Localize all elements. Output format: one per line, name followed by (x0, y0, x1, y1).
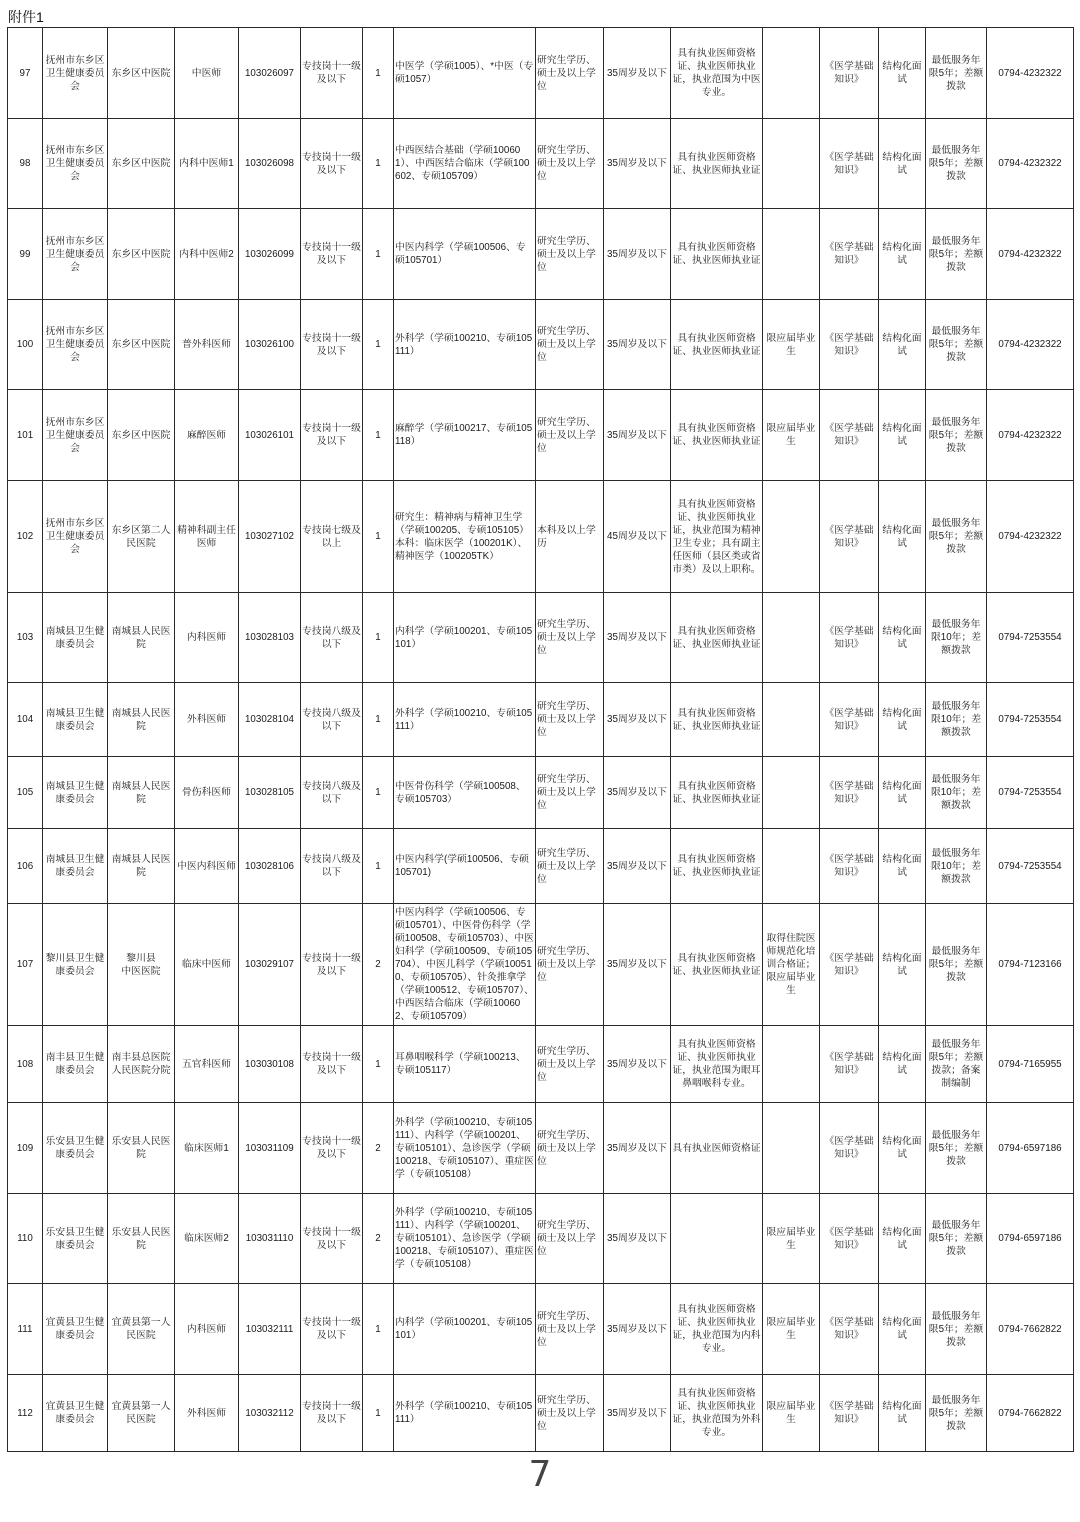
cell-exam-subject: 《医学基础知识》 (820, 1284, 879, 1375)
cell-education: 研究生学历、硕士及以上学位 (536, 1194, 604, 1284)
cell-employer: 南城县人民医院 (108, 757, 175, 829)
cell-headcount: 1 (363, 28, 394, 119)
cell-headcount: 1 (363, 481, 394, 593)
cell-position-code: 103032112 (239, 1375, 301, 1452)
cell-interview-method: 结构化面试 (879, 1194, 926, 1284)
cell-position: 精神科副主任医师 (175, 481, 239, 593)
cell-number: 101 (8, 390, 43, 481)
cell-other-requirements (763, 1103, 820, 1194)
cell-headcount: 1 (363, 683, 394, 757)
cell-other-requirements: 限应届毕业生 (763, 390, 820, 481)
cell-employer: 东乡区中医院 (108, 390, 175, 481)
cell-post-level: 专技岗十一级及以下 (301, 1375, 363, 1452)
cell-age: 35周岁及以下 (604, 829, 671, 904)
cell-employer: 南城县人民医院 (108, 593, 175, 683)
cell-headcount: 1 (363, 593, 394, 683)
cell-other-requirements (763, 28, 820, 119)
cell-other-requirements (763, 757, 820, 829)
cell-major: 中医内科学(学硕100506、专硕105701) (394, 829, 536, 904)
cell-qualification: 具有执业医师资格证、执业医师执业证，执业范围为中医专业。 (671, 28, 763, 119)
cell-interview-method: 结构化面试 (879, 683, 926, 757)
cell-qualification: 具有执业医师资格证、执业医师执业证 (671, 300, 763, 390)
attachment-label: 附件1 (8, 9, 44, 25)
cell-other-requirements (763, 209, 820, 300)
cell-education: 研究生学历、硕士及以上学位 (536, 829, 604, 904)
cell-department: 抚州市东乡区卫生健康委员会 (43, 209, 108, 300)
cell-age: 35周岁及以下 (604, 683, 671, 757)
cell-post-level: 专技岗八级及以下 (301, 683, 363, 757)
cell-employer: 南城县人民医院 (108, 829, 175, 904)
cell-post-level: 专技岗八级及以下 (301, 757, 363, 829)
cell-exam-subject: 《医学基础知识》 (820, 904, 879, 1026)
cell-position: 麻醉医师 (175, 390, 239, 481)
cell-position: 临床医师2 (175, 1194, 239, 1284)
cell-number: 99 (8, 209, 43, 300)
cell-post-level: 专技岗十一级及以下 (301, 209, 363, 300)
page-number: 7 (528, 1454, 552, 1495)
cell-employer: 宜黄县第一人民医院 (108, 1375, 175, 1452)
cell-remarks: 最低服务年限5年；差额拨款 (926, 1194, 987, 1284)
table-row (8, 904, 1074, 1026)
cell-interview-method: 结构化面试 (879, 390, 926, 481)
cell-department: 南城县卫生健康委员会 (43, 593, 108, 683)
cell-major: 中医内科学（学硕100506、专硕105701）、中医骨伤科学（学硕100508、专硕105703）、中医妇科学（学硕100509、专硕105704）、中医儿科学（学硕100510、专硕105705）、针灸推拿学（学硕100512、专硕105707）、中西医结合临床（学硕100602、专硕105709） (394, 904, 536, 1026)
cell-phone: 0794-7123166 (987, 904, 1074, 1026)
cell-number: 100 (8, 300, 43, 390)
cell-number: 104 (8, 683, 43, 757)
cell-phone: 0794-6597186 (987, 1103, 1074, 1194)
cell-position-code: 103026098 (239, 119, 301, 209)
cell-exam-subject: 《医学基础知识》 (820, 300, 879, 390)
cell-phone: 0794-7662822 (987, 1284, 1074, 1375)
cell-interview-method: 结构化面试 (879, 300, 926, 390)
cell-department: 抚州市东乡区卫生健康委员会 (43, 390, 108, 481)
cell-major: 外科学（学硕100210、专硕105111） (394, 683, 536, 757)
cell-position: 骨伤科医师 (175, 757, 239, 829)
cell-education: 研究生学历、硕士及以上学位 (536, 904, 604, 1026)
cell-remarks: 最低服务年限5年；差额拨款 (926, 390, 987, 481)
cell-position: 临床医师1 (175, 1103, 239, 1194)
cell-department: 宜黄县卫生健康委员会 (43, 1375, 108, 1452)
cell-employer: 东乡区中医院 (108, 209, 175, 300)
cell-post-level: 专技岗十一级及以下 (301, 904, 363, 1026)
cell-employer: 南城县人民医院 (108, 683, 175, 757)
table-row (8, 1103, 1074, 1194)
cell-interview-method: 结构化面试 (879, 1026, 926, 1103)
cell-position: 内科中医师1 (175, 119, 239, 209)
cell-position-code: 103030108 (239, 1026, 301, 1103)
cell-post-level: 专技岗十一级及以下 (301, 300, 363, 390)
cell-position: 中医师 (175, 28, 239, 119)
cell-remarks: 最低服务年限5年；差额拨款 (926, 300, 987, 390)
cell-department: 乐安县卫生健康委员会 (43, 1103, 108, 1194)
cell-phone: 0794-7253554 (987, 757, 1074, 829)
cell-major: 中医内科学（学硕100506、专硕105701） (394, 209, 536, 300)
cell-qualification: 具有执业医师资格证、执业医师执业证，执业范围为内科专业。 (671, 1284, 763, 1375)
cell-interview-method: 结构化面试 (879, 1284, 926, 1375)
cell-position: 中医内科医师 (175, 829, 239, 904)
cell-headcount: 2 (363, 1194, 394, 1284)
cell-position-code: 103026097 (239, 28, 301, 119)
cell-other-requirements (763, 593, 820, 683)
cell-number: 106 (8, 829, 43, 904)
cell-major: 耳鼻咽喉科学（学硕100213、专硕105117） (394, 1026, 536, 1103)
cell-phone: 0794-4232322 (987, 119, 1074, 209)
cell-interview-method: 结构化面试 (879, 119, 926, 209)
cell-major: 内科学（学硕100201、专硕105101） (394, 593, 536, 683)
cell-education: 研究生学历、硕士及以上学位 (536, 390, 604, 481)
cell-number: 97 (8, 28, 43, 119)
table-row (8, 1026, 1074, 1103)
cell-qualification: 具有执业医师资格证、执业医师执业证 (671, 904, 763, 1026)
cell-remarks: 最低服务年限5年；差额拨款 (926, 1284, 987, 1375)
cell-number: 112 (8, 1375, 43, 1452)
cell-qualification: 具有执业医师资格证、执业医师执业证 (671, 119, 763, 209)
cell-age: 35周岁及以下 (604, 757, 671, 829)
cell-post-level: 专技岗八级及以下 (301, 593, 363, 683)
cell-other-requirements: 取得住院医师规范化培训合格证；限应届毕业生 (763, 904, 820, 1026)
cell-remarks: 最低服务年限5年；差额拨款 (926, 209, 987, 300)
table-row (8, 1375, 1074, 1452)
cell-age: 35周岁及以下 (604, 119, 671, 209)
cell-age: 35周岁及以下 (604, 1194, 671, 1284)
cell-remarks: 最低服务年限5年；差额拨款 (926, 119, 987, 209)
cell-exam-subject: 《医学基础知识》 (820, 481, 879, 593)
cell-major: 中医学（学硕1005）、*中医（专硕1057） (394, 28, 536, 119)
cell-interview-method: 结构化面试 (879, 209, 926, 300)
cell-number: 102 (8, 481, 43, 593)
cell-employer: 南丰县总医院人民医院分院 (108, 1026, 175, 1103)
cell-other-requirements (763, 119, 820, 209)
cell-employer: 乐安县人民医院 (108, 1194, 175, 1284)
cell-department: 抚州市东乡区卫生健康委员会 (43, 119, 108, 209)
cell-number: 103 (8, 593, 43, 683)
cell-post-level: 专技岗七级及以上 (301, 481, 363, 593)
cell-qualification: 具有执业医师资格证、执业医师执业证 (671, 209, 763, 300)
cell-position: 外科医师 (175, 683, 239, 757)
cell-qualification: 具有执业医师资格证、执业医师执业证 (671, 829, 763, 904)
cell-position: 内科医师 (175, 593, 239, 683)
cell-position-code: 103029107 (239, 904, 301, 1026)
cell-other-requirements (763, 1026, 820, 1103)
cell-department: 南城县卫生健康委员会 (43, 757, 108, 829)
cell-position: 五官科医师 (175, 1026, 239, 1103)
cell-headcount: 2 (363, 904, 394, 1026)
cell-education: 研究生学历、硕士及以上学位 (536, 1375, 604, 1452)
cell-headcount: 1 (363, 390, 394, 481)
cell-employer: 东乡区中医院 (108, 119, 175, 209)
cell-other-requirements: 限应届毕业生 (763, 1284, 820, 1375)
cell-other-requirements: 限应届毕业生 (763, 1194, 820, 1284)
cell-interview-method: 结构化面试 (879, 28, 926, 119)
table-row (8, 481, 1074, 593)
cell-post-level: 专技岗十一级及以下 (301, 119, 363, 209)
cell-department: 南城县卫生健康委员会 (43, 683, 108, 757)
cell-employer: 宜黄县第一人民医院 (108, 1284, 175, 1375)
cell-major: 外科学（学硕100210、专硕105111）、内科学（学硕100201、专硕105101）、急诊医学（学硕100218、专硕105107）、重症医学（专硕105108） (394, 1103, 536, 1194)
cell-headcount: 1 (363, 300, 394, 390)
cell-education: 研究生学历、硕士及以上学位 (536, 1103, 604, 1194)
cell-exam-subject: 《医学基础知识》 (820, 829, 879, 904)
cell-remarks: 最低服务年限10年；差额拨款 (926, 757, 987, 829)
cell-interview-method: 结构化面试 (879, 481, 926, 593)
cell-number: 110 (8, 1194, 43, 1284)
table-row (8, 119, 1074, 209)
table-row (8, 390, 1074, 481)
cell-age: 35周岁及以下 (604, 1284, 671, 1375)
cell-department: 乐安县卫生健康委员会 (43, 1194, 108, 1284)
cell-phone: 0794-4232322 (987, 300, 1074, 390)
cell-age: 35周岁及以下 (604, 300, 671, 390)
cell-major: 中医骨伤科学（学硕100508、专硕105703） (394, 757, 536, 829)
cell-exam-subject: 《医学基础知识》 (820, 593, 879, 683)
cell-post-level: 专技岗十一级及以下 (301, 1284, 363, 1375)
cell-number: 109 (8, 1103, 43, 1194)
cell-other-requirements: 限应届毕业生 (763, 300, 820, 390)
recruitment-table (7, 27, 1074, 1452)
cell-interview-method: 结构化面试 (879, 1375, 926, 1452)
cell-interview-method: 结构化面试 (879, 593, 926, 683)
table-row (8, 757, 1074, 829)
cell-remarks: 最低服务年限5年；差额拨款 (926, 904, 987, 1026)
cell-position: 内科医师 (175, 1284, 239, 1375)
cell-qualification: 具有执业医师资格证、执业医师执业证 (671, 683, 763, 757)
cell-exam-subject: 《医学基础知识》 (820, 390, 879, 481)
table-row (8, 28, 1074, 119)
cell-position-code: 103028104 (239, 683, 301, 757)
cell-qualification: 具有执业医师资格证、执业医师执业证 (671, 757, 763, 829)
cell-department: 抚州市东乡区卫生健康委员会 (43, 481, 108, 593)
cell-department: 南丰县卫生健康委员会 (43, 1026, 108, 1103)
cell-education: 研究生学历、硕士及以上学位 (536, 28, 604, 119)
cell-exam-subject: 《医学基础知识》 (820, 209, 879, 300)
cell-headcount: 1 (363, 209, 394, 300)
cell-remarks: 最低服务年限5年；差额拨款 (926, 481, 987, 593)
cell-position-code: 103026099 (239, 209, 301, 300)
cell-phone: 0794-7253554 (987, 593, 1074, 683)
cell-headcount: 1 (363, 1375, 394, 1452)
cell-qualification: 具有执业医师资格证、执业医师执业证，执业范围为外科专业。 (671, 1375, 763, 1452)
cell-headcount: 1 (363, 1284, 394, 1375)
cell-qualification: 具有执业医师资格证、执业医师执业证，执业范围为眼耳鼻咽喉科专业。 (671, 1026, 763, 1103)
cell-position-code: 103028103 (239, 593, 301, 683)
cell-post-level: 专技岗十一级及以下 (301, 1026, 363, 1103)
cell-age: 45周岁及以下 (604, 481, 671, 593)
cell-position-code: 103032111 (239, 1284, 301, 1375)
table-row (8, 683, 1074, 757)
cell-position: 内科中医师2 (175, 209, 239, 300)
cell-phone: 0794-4232322 (987, 209, 1074, 300)
cell-education: 研究生学历、硕士及以上学位 (536, 209, 604, 300)
cell-employer: 乐安县人民医院 (108, 1103, 175, 1194)
cell-remarks: 最低服务年限5年；差额拨款 (926, 28, 987, 119)
table-row (8, 300, 1074, 390)
cell-remarks: 最低服务年限10年；差额拨款 (926, 829, 987, 904)
cell-phone: 0794-4232322 (987, 481, 1074, 593)
cell-exam-subject: 《医学基础知识》 (820, 1375, 879, 1452)
cell-education: 研究生学历、硕士及以上学位 (536, 1284, 604, 1375)
cell-position-code: 103026100 (239, 300, 301, 390)
cell-qualification: 具有执业医师资格证、执业医师执业证 (671, 390, 763, 481)
cell-major: 中西医结合基础（学硕100601）、中西医结合临床（学硕100602、专硕105709） (394, 119, 536, 209)
cell-age: 35周岁及以下 (604, 1026, 671, 1103)
cell-major: 外科学（学硕100210、专硕105111）、内科学（学硕100201、专硕105101）、急诊医学（学硕100218、专硕105107）、重症医学（专硕105108） (394, 1194, 536, 1284)
cell-position-code: 103028105 (239, 757, 301, 829)
cell-education: 研究生学历、硕士及以上学位 (536, 593, 604, 683)
cell-position-code: 103027102 (239, 481, 301, 593)
cell-qualification: 具有执业医师资格证、执业医师执业证 (671, 593, 763, 683)
cell-department: 宜黄县卫生健康委员会 (43, 1284, 108, 1375)
table-row (8, 1284, 1074, 1375)
cell-number: 108 (8, 1026, 43, 1103)
cell-exam-subject: 《医学基础知识》 (820, 28, 879, 119)
cell-other-requirements (763, 683, 820, 757)
cell-department: 黎川县卫生健康委员会 (43, 904, 108, 1026)
cell-employer: 东乡区中医院 (108, 28, 175, 119)
cell-department: 南城县卫生健康委员会 (43, 829, 108, 904)
cell-post-level: 专技岗八级及以下 (301, 829, 363, 904)
cell-department: 抚州市东乡区卫生健康委员会 (43, 28, 108, 119)
cell-exam-subject: 《医学基础知识》 (820, 1026, 879, 1103)
cell-qualification: 具有执业医师资格证、执业医师执业证，执业范围为精神卫生专业；具有副主任医师（县区类或省市类）及以上职称。 (671, 481, 763, 593)
cell-age: 35周岁及以下 (604, 593, 671, 683)
cell-post-level: 专技岗十一级及以下 (301, 1194, 363, 1284)
cell-position-code: 103031110 (239, 1194, 301, 1284)
cell-employer: 东乡区中医院 (108, 300, 175, 390)
cell-major: 研究生：精神病与精神卫生学（学硕100205、专硕105105） 本科：临床医学（100201K）、精神医学（100205TK） (394, 481, 536, 593)
cell-position: 外科医师 (175, 1375, 239, 1452)
cell-employer: 黎川县 中医医院 (108, 904, 175, 1026)
cell-department: 抚州市东乡区卫生健康委员会 (43, 300, 108, 390)
cell-remarks: 最低服务年限10年；差额拨款 (926, 593, 987, 683)
cell-phone: 0794-6597186 (987, 1194, 1074, 1284)
cell-phone: 0794-4232322 (987, 28, 1074, 119)
cell-phone: 0794-7662822 (987, 1375, 1074, 1452)
table-row (8, 209, 1074, 300)
cell-other-requirements (763, 481, 820, 593)
cell-number: 98 (8, 119, 43, 209)
cell-exam-subject: 《医学基础知识》 (820, 683, 879, 757)
cell-position-code: 103028106 (239, 829, 301, 904)
cell-age: 35周岁及以下 (604, 904, 671, 1026)
cell-interview-method: 结构化面试 (879, 829, 926, 904)
cell-phone: 0794-7253554 (987, 829, 1074, 904)
cell-other-requirements: 限应届毕业生 (763, 1375, 820, 1452)
cell-remarks: 最低服务年限5年；差额拨款；备案制编制 (926, 1026, 987, 1103)
cell-post-level: 专技岗十一级及以下 (301, 390, 363, 481)
cell-employer: 东乡区第二人民医院 (108, 481, 175, 593)
cell-major: 外科学（学硕100210、专硕105111） (394, 300, 536, 390)
cell-age: 35周岁及以下 (604, 209, 671, 300)
cell-number: 105 (8, 757, 43, 829)
cell-position: 临床中医师 (175, 904, 239, 1026)
cell-education: 研究生学历、硕士及以上学位 (536, 1026, 604, 1103)
cell-headcount: 1 (363, 829, 394, 904)
cell-number: 107 (8, 904, 43, 1026)
cell-headcount: 2 (363, 1103, 394, 1194)
cell-phone: 0794-4232322 (987, 390, 1074, 481)
cell-qualification: 具有执业医师资格证 (671, 1103, 763, 1194)
cell-exam-subject: 《医学基础知识》 (820, 119, 879, 209)
cell-major: 外科学（学硕100210、专硕105111） (394, 1375, 536, 1452)
cell-exam-subject: 《医学基础知识》 (820, 1194, 879, 1284)
cell-education: 研究生学历、硕士及以上学位 (536, 683, 604, 757)
cell-interview-method: 结构化面试 (879, 757, 926, 829)
cell-position-code: 103031109 (239, 1103, 301, 1194)
cell-phone: 0794-7253554 (987, 683, 1074, 757)
cell-remarks: 最低服务年限5年；差额拨款 (926, 1375, 987, 1452)
cell-education: 研究生学历、硕士及以上学位 (536, 300, 604, 390)
cell-interview-method: 结构化面试 (879, 1103, 926, 1194)
cell-post-level: 专技岗十一级及以下 (301, 1103, 363, 1194)
cell-exam-subject: 《医学基础知识》 (820, 1103, 879, 1194)
cell-headcount: 1 (363, 1026, 394, 1103)
cell-major: 内科学（学硕100201、专硕105101） (394, 1284, 536, 1375)
cell-age: 35周岁及以下 (604, 1375, 671, 1452)
cell-position: 普外科医师 (175, 300, 239, 390)
cell-major: 麻醉学（学硕100217、专硕105118） (394, 390, 536, 481)
table-row (8, 829, 1074, 904)
cell-remarks: 最低服务年限10年；差额拨款 (926, 683, 987, 757)
cell-post-level: 专技岗十一级及以下 (301, 28, 363, 119)
table-row (8, 1194, 1074, 1284)
cell-exam-subject: 《医学基础知识》 (820, 757, 879, 829)
cell-other-requirements (763, 829, 820, 904)
cell-phone: 0794-7165955 (987, 1026, 1074, 1103)
cell-remarks: 最低服务年限5年；差额拨款 (926, 1103, 987, 1194)
cell-education: 研究生学历、硕士及以上学位 (536, 757, 604, 829)
cell-position-code: 103026101 (239, 390, 301, 481)
cell-number: 111 (8, 1284, 43, 1375)
table-row (8, 593, 1074, 683)
cell-age: 35周岁及以下 (604, 1103, 671, 1194)
cell-age: 35周岁及以下 (604, 28, 671, 119)
cell-headcount: 1 (363, 757, 394, 829)
cell-education: 本科及以上学历 (536, 481, 604, 593)
cell-education: 研究生学历、硕士及以上学位 (536, 119, 604, 209)
cell-interview-method: 结构化面试 (879, 904, 926, 1026)
cell-headcount: 1 (363, 119, 394, 209)
cell-age: 35周岁及以下 (604, 390, 671, 481)
cell-qualification (671, 1194, 763, 1284)
